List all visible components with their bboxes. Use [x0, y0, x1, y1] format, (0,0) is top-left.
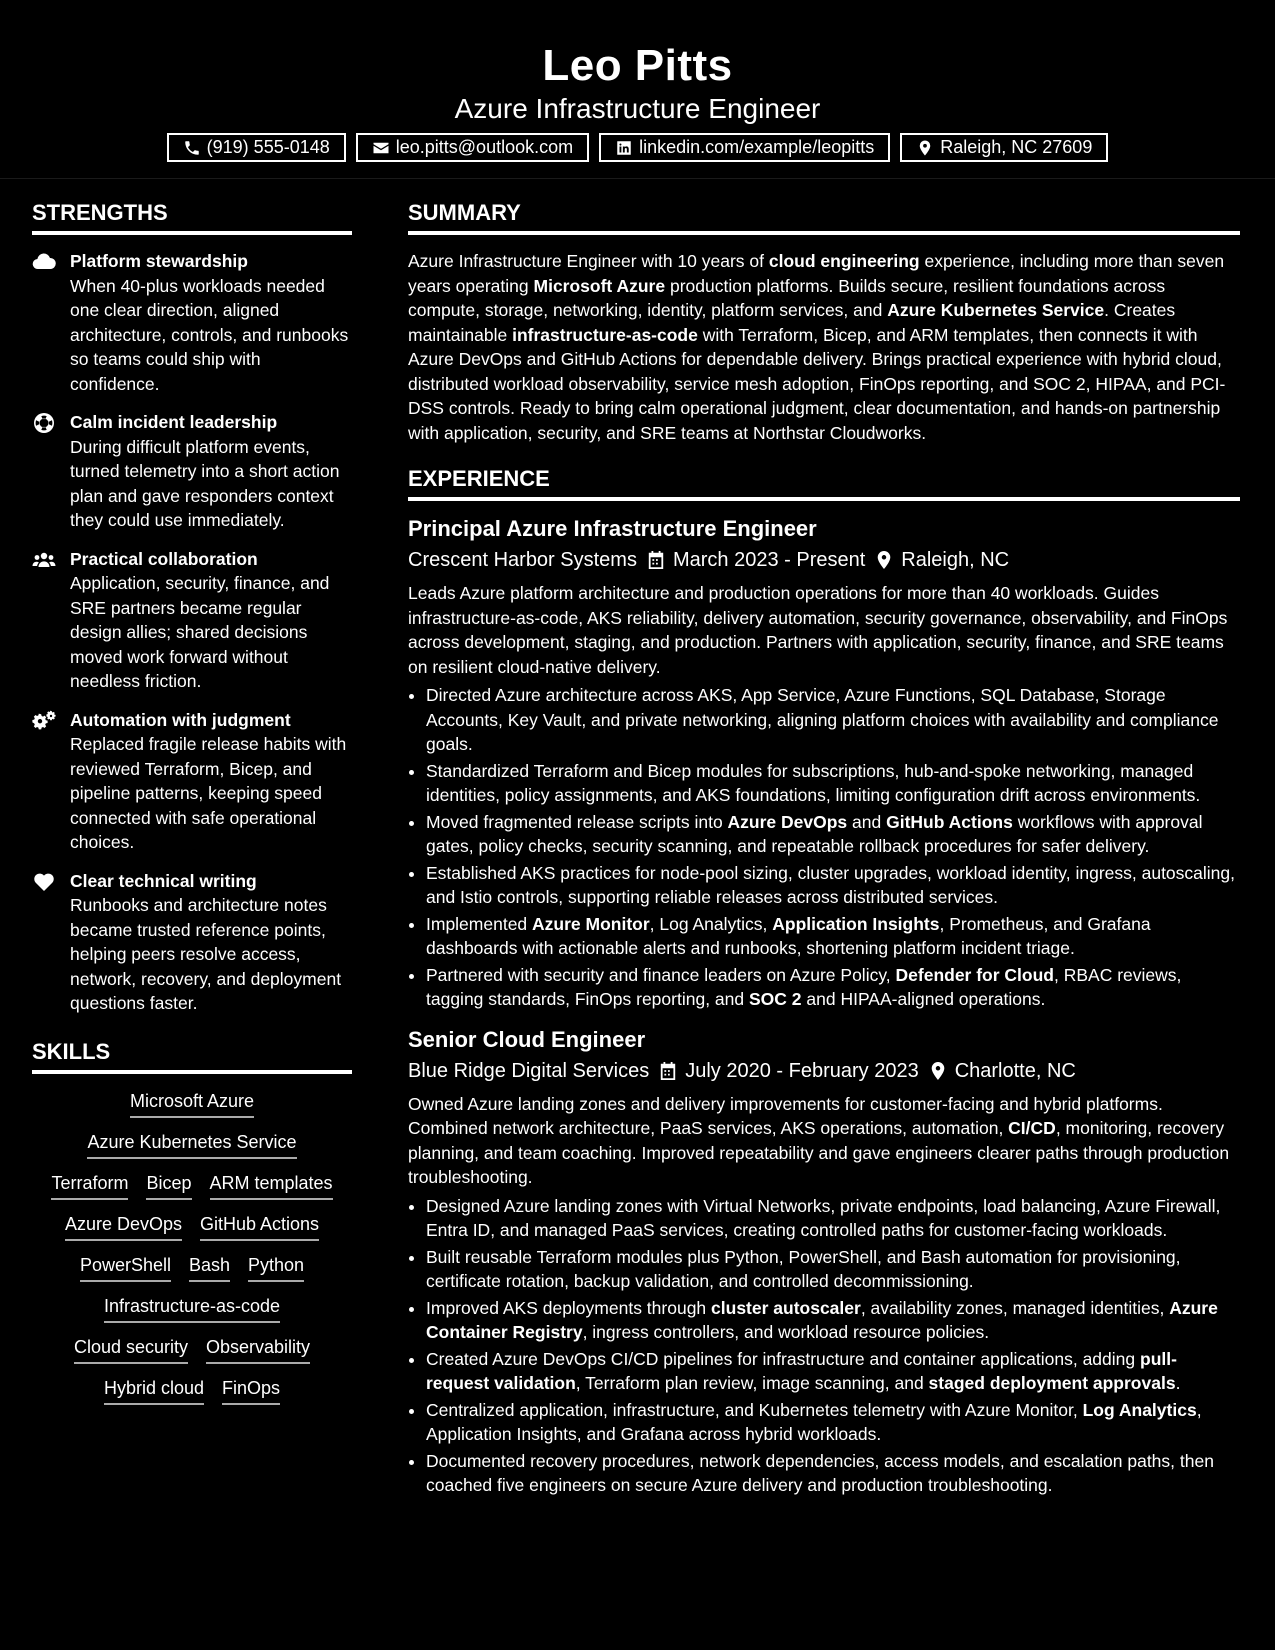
users-icon [32, 549, 56, 571]
text-run: , ingress controllers, and workload resource policies. [582, 1322, 990, 1342]
text-run: Azure Infrastructure Engineer with 10 years of [408, 251, 769, 271]
bold-keyword: Defender for Cloud [895, 964, 1054, 985]
skill-tag: FinOps [222, 1375, 280, 1405]
calendar-icon [659, 1061, 677, 1081]
skill-tag: PowerShell [80, 1252, 171, 1282]
skill-row [104, 1293, 280, 1323]
job-bullet [426, 861, 1240, 910]
strength-item [32, 249, 352, 396]
bold-keyword: cluster autoscaler [711, 1297, 861, 1318]
job-location: Charlotte, NC [954, 1059, 1076, 1082]
job-entry [408, 1026, 1240, 1498]
skill-tag: Terraform [51, 1170, 128, 1200]
text-run: with Terraform, Bicep, and ARM templates, then connects it with Azure DevOps and GitHub Actions for dependable delivery. Brings practical experience with hybrid cloud, distributed workload observability, service mesh adoption, FinOps reporting, and SOC 2, HIPAA, and PCI-DSS controls. Ready to bring calm operational judgment, clear documentation, and hands-on partnership with application, security, and SRE teams at Northstar Cloudworks. [408, 324, 1226, 443]
job-bullet [426, 1296, 1240, 1345]
bold-keyword: Microsoft Azure [533, 275, 666, 296]
text-run: Established AKS practices for node-pool sizing, cluster upgrades, workload identity, ingress, autoscaling, and Istio controls, supporting reliable releases across distributed services. [426, 862, 1235, 907]
contact-phone[interactable] [167, 133, 346, 162]
job-company: Blue Ridge Digital Services [408, 1059, 650, 1082]
bold-keyword: Azure Kubernetes Service [887, 300, 1105, 320]
text-run: . Creates maintainable [408, 300, 1176, 345]
job-location: Raleigh, NC [901, 549, 1010, 571]
bold-keyword: staged deployment approvals [928, 1373, 1176, 1393]
bold-keyword: CI/CD [1008, 1118, 1056, 1138]
bold-keyword: Azure DevOps [727, 811, 848, 832]
job-bullet [426, 912, 1240, 961]
job-company: Crescent Harbor Systems [408, 549, 637, 571]
job-bullet [426, 1449, 1240, 1498]
job-meta [408, 545, 1240, 575]
linkedin-icon [615, 139, 633, 157]
bold-keyword: cloud engineering [768, 251, 920, 271]
strength-text: During difficult platform events, turned telemetry into a short action plan and gave responders context they could use immediately. [70, 436, 340, 530]
text-run: Directed Azure architecture across AKS, App Service, Azure Functions, SQL Database, Storage Accounts, Key Vault, and private networking, aligning platform choices with availability and compliance goals. [426, 685, 1219, 754]
text-run: production platforms. Builds secure, resilient foundations across compute, storage, networking, identity, platform services, and [408, 275, 1166, 320]
text-run: Documented recovery procedures, network dependencies, access models, and escalation paths, then coached five engineers on secure Azure delivery and production troubleshooting. [426, 1450, 1214, 1495]
skill-row [87, 1129, 296, 1159]
job-intro: Leads Azure platform architecture and production operations for more than 40 workloads. Guides infrastructure-as-code, AKS reliability, delivery automation, security governance, observability, and FinOps across development, staging, and production. Partners with application, security, finance, and SRE teams on resilient cloud-native delivery. [408, 583, 1228, 677]
strength-text: Application, security, finance, and SRE partners became regular design allies; shared decisions moved work forward without needless friction. [70, 573, 330, 691]
job-bullet [426, 810, 1240, 859]
job-bullet [426, 1194, 1240, 1243]
contact-bar [0, 133, 1275, 162]
bold-keyword: Application Insights [772, 913, 940, 934]
text-run: workflows with approval gates, policy checks, security scanning, and repeatable rollback procedures for safer delivery. [426, 811, 1203, 856]
job-bullet [426, 1245, 1240, 1294]
job-dates: March 2023 - Present [672, 549, 866, 571]
phone-icon [183, 139, 201, 157]
email-text: leo.pitts@outlook.com [395, 137, 574, 157]
contact-email[interactable] [356, 133, 589, 162]
job-title: Senior Cloud Engineer [408, 1026, 646, 1052]
contact-linkedin[interactable] [599, 133, 890, 162]
strength-text: When 40-plus workloads needed one clear direction, aligned architecture, controls, and runbooks so teams could ship with confidence. [70, 275, 349, 394]
skill-row [74, 1334, 310, 1364]
strength-item [32, 708, 352, 855]
bold-keyword: infrastructure-as-code [512, 324, 698, 345]
text-run: Created Azure DevOps CI/CD pipelines for infrastructure and container applications, adding [426, 1348, 1140, 1369]
job-bullets [408, 683, 1240, 1012]
candidate-title: Azure Infrastructure Engineer [454, 93, 821, 124]
text-run: Centralized application, infrastructure, and Kubernetes telemetry with Azure Monitor, [426, 1399, 1083, 1420]
skill-tag: GitHub Actions [200, 1211, 319, 1241]
strength-title: Platform stewardship [70, 251, 248, 271]
phone-text: (919) 555-0148 [206, 137, 330, 157]
text-run: experience, including more than seven years operating [408, 251, 1225, 296]
strength-item [32, 410, 352, 533]
bold-keyword: Log Analytics [1082, 1399, 1197, 1420]
text-run: , Log Analytics, [649, 913, 773, 934]
bold-keyword: SOC 2 [748, 989, 802, 1009]
gears-icon [32, 710, 56, 732]
text-run: , Prometheus, and Grafana dashboards with actionable alerts and runbooks, shortening platform incident triage. [426, 913, 1151, 958]
text-run: Owned Azure landing zones and delivery improvements for customer-facing and hybrid platforms. Combined network architecture, PaaS services, AKS operations, automation, [408, 1093, 1163, 1138]
skill-tag: Bash [189, 1252, 230, 1282]
text-run: , Terraform plan review, image scanning, and [575, 1373, 929, 1393]
text-run: and HIPAA-aligned operations. [801, 989, 1046, 1009]
text-run: , availability zones, managed identities, [860, 1297, 1170, 1318]
text-run: , monitoring, recovery planning, and team coaching. Improved repeatability and gave engineers clearer paths through production troubleshooting. [408, 1118, 1230, 1187]
strengths-heading: STRENGTHS [32, 199, 352, 235]
skills-list [32, 1088, 352, 1405]
skill-tag: Azure DevOps [65, 1211, 182, 1241]
strength-title: Practical collaboration [70, 548, 258, 569]
text-run: , RBAC reviews, tagging standards, FinOps reporting, and [426, 964, 1182, 1009]
strength-title: Clear technical writing [70, 870, 257, 891]
skill-tag: Hybrid cloud [104, 1375, 204, 1405]
main-content [408, 178, 1240, 1500]
skill-row [65, 1211, 319, 1241]
strength-item [32, 869, 352, 1016]
skill-row [104, 1375, 280, 1405]
text-run: Moved fragmented release scripts into [426, 811, 728, 832]
job-bullet [426, 1347, 1240, 1396]
linkedin-text: linkedin.com/example/leopitts [639, 137, 875, 157]
job-bullet [426, 963, 1240, 1012]
bold-keyword: Azure Monitor [532, 913, 650, 934]
strength-text: Replaced fragile release habits with reviewed Terraform, Bicep, and pipeline patterns, keeping speed connected with safe operational choices. [70, 734, 347, 852]
skill-tag: ARM templates [210, 1170, 333, 1200]
heart-icon [32, 871, 56, 893]
skill-tag: Bicep [146, 1170, 191, 1200]
resume-header [0, 0, 1275, 179]
text-run: Standardized Terraform and Bicep modules for subscriptions, hub-and-spoke networking, managed identities, policy assignments, and AKS foundations, limiting configuration drift across environments. [426, 760, 1201, 805]
text-run: and [847, 811, 887, 832]
skill-tag: Infrastructure-as-code [104, 1293, 280, 1323]
skill-tag: Azure Kubernetes Service [87, 1129, 296, 1159]
job-bullet [426, 683, 1240, 757]
skill-row [130, 1088, 254, 1118]
text-run: Designed Azure landing zones with Virtual Networks, private endpoints, load balancing, Azure Firewall, Entra ID, and managed PaaS services, creating controlled paths for customer-facing workloads. [426, 1195, 1221, 1240]
map-marker-icon [875, 550, 893, 570]
contact-location [900, 133, 1108, 162]
life-ring-icon [32, 412, 56, 434]
sidebar [32, 178, 352, 1405]
job-bullets [408, 1194, 1240, 1498]
job-title: Principal Azure Infrastructure Engineer [408, 516, 817, 541]
cloud-icon [32, 251, 56, 273]
experience-heading: EXPERIENCE [408, 465, 1240, 501]
bold-keyword: GitHub Actions [886, 811, 1013, 832]
text-run: Improved AKS deployments through [426, 1297, 712, 1318]
candidate-name: Leo Pitts [542, 41, 733, 90]
skill-tag: Observability [206, 1334, 310, 1364]
skill-tag: Python [248, 1252, 304, 1282]
strength-title: Calm incident leadership [70, 412, 278, 432]
skill-tag: Cloud security [74, 1334, 188, 1364]
calendar-icon [647, 550, 665, 570]
envelope-icon [372, 139, 390, 157]
text-run: Partnered with security and finance leaders on Azure Policy, [426, 964, 896, 985]
text-run: Implemented [426, 913, 533, 934]
job-bullet [426, 759, 1240, 808]
skill-tag: Microsoft Azure [130, 1088, 254, 1118]
summary-text [408, 249, 1240, 445]
job-bullet [426, 1398, 1240, 1447]
strength-text: Runbooks and architecture notes became trusted reference points, helping peers resolve access, network, recovery, and deployment questions faster. [70, 895, 342, 1013]
skills-heading: SKILLS [32, 1038, 352, 1074]
bold-keyword: Azure Container Registry [426, 1297, 1218, 1342]
text-run: , Application Insights, and Grafana across hybrid workloads. [426, 1399, 1202, 1444]
map-marker-icon [916, 139, 934, 157]
skill-row [51, 1170, 332, 1200]
job-dates: July 2020 - February 2023 [685, 1059, 919, 1082]
job-intro [408, 1092, 1240, 1190]
bold-keyword: pull-request validation [426, 1348, 1177, 1393]
map-marker-icon [929, 1061, 947, 1081]
job-entry [408, 515, 1240, 1012]
skill-row [80, 1252, 304, 1282]
strength-title: Automation with judgment [70, 709, 291, 730]
text-run: . [1175, 1373, 1181, 1393]
strength-item [32, 547, 352, 694]
location-text: Raleigh, NC 27609 [940, 137, 1093, 157]
text-run: Built reusable Terraform modules plus Python, PowerShell, and Bash automation for provisioning, certificate rotation, backup validation, and controlled decommissioning. [426, 1246, 1181, 1291]
job-meta [408, 1056, 1240, 1086]
summary-heading: SUMMARY [408, 199, 1240, 235]
